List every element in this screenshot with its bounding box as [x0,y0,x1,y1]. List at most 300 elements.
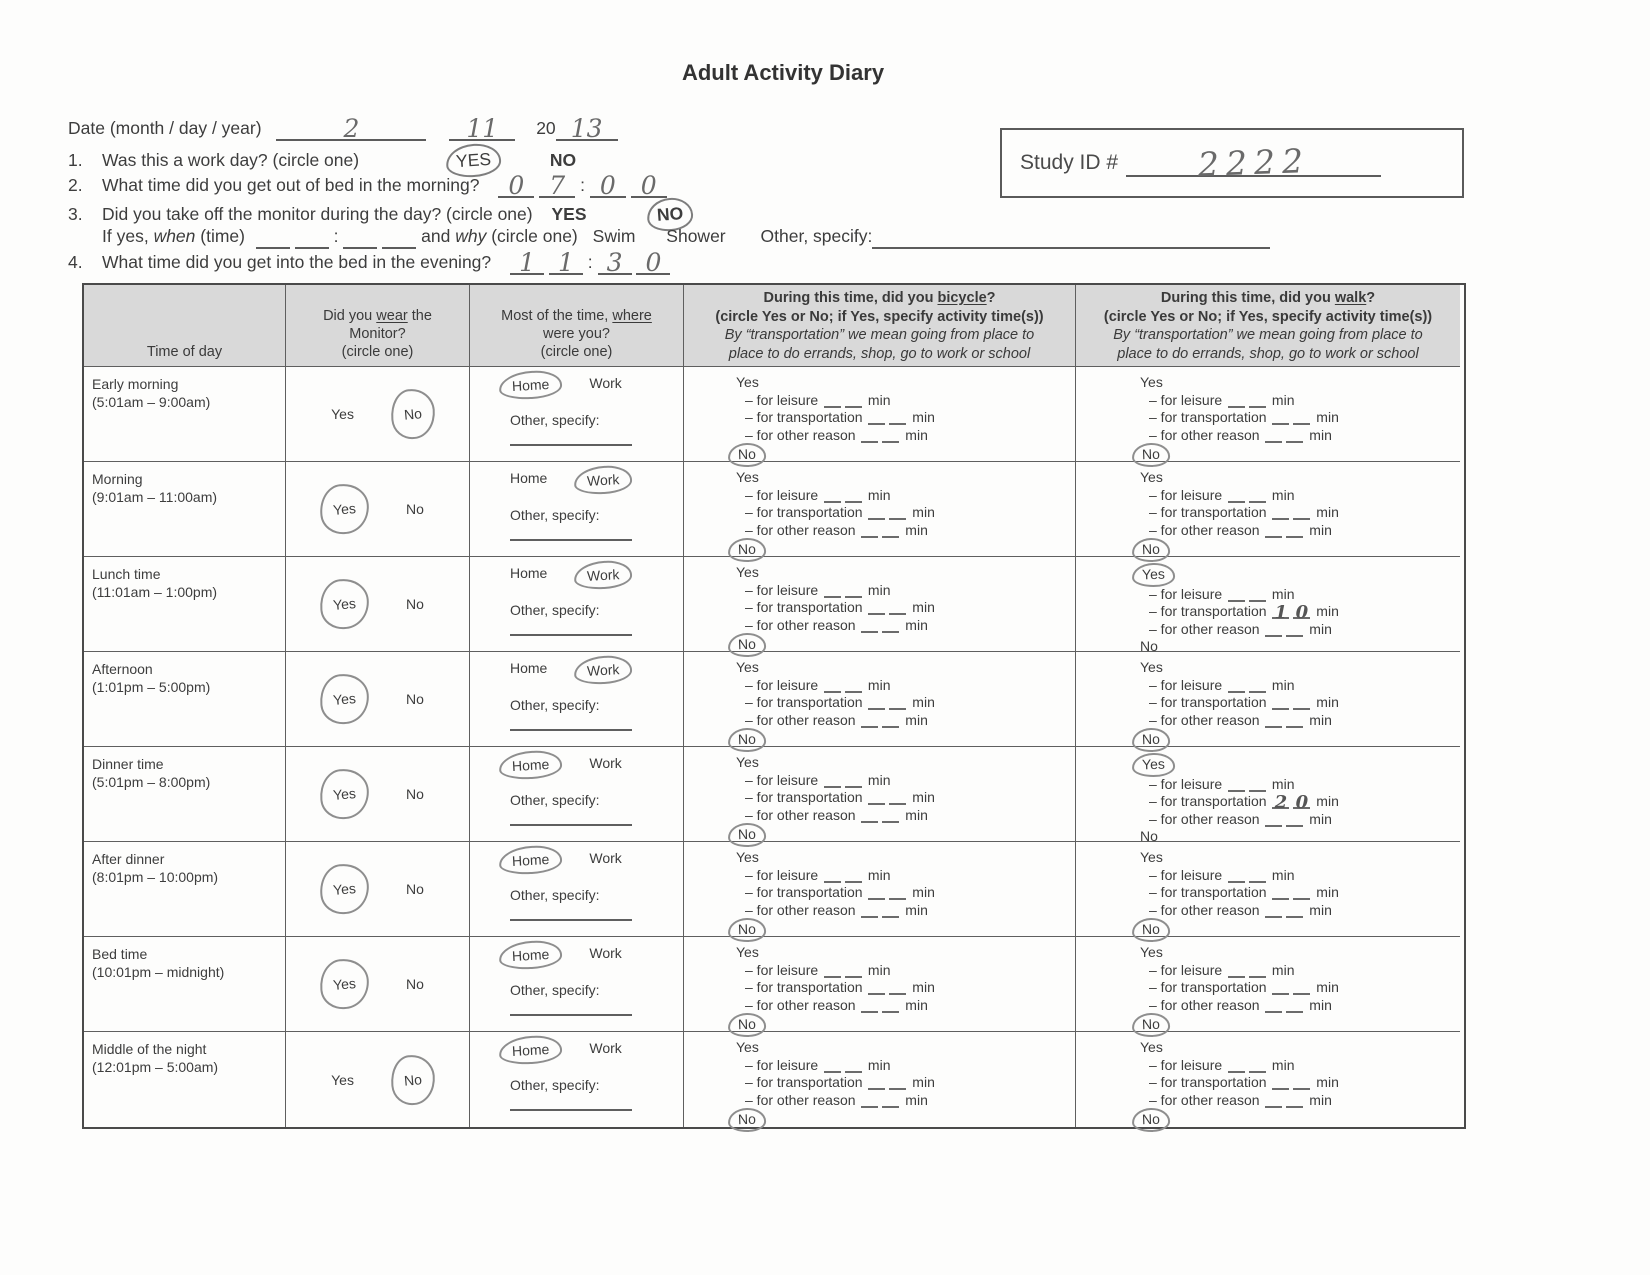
study-id-blank [1126,141,1381,184]
study-id-label: Study ID # [1020,151,1119,174]
where-options [510,850,683,870]
walk-transportation-blank-1 [1272,1077,1289,1090]
period-label: Bed time [92,946,148,962]
bicycle-other-reason-line: – for other reason min [745,996,928,1013]
monitor-cell [286,1032,470,1127]
where-option-work: Work [589,755,622,771]
walk-leisure-blank-1 [1228,490,1245,503]
time-of-day-cell [84,747,286,842]
bicycle-other-reason-line: – for other reason min [745,806,928,823]
walk-yes-label: Yes [1140,1039,1163,1055]
bicycle-yes-label: Yes [736,1039,759,1055]
monitor-cell [286,557,470,652]
date-month-blank [276,114,426,143]
other-specify-blank [510,634,632,636]
time-range-label: (5:01pm – 8:00pm) [92,774,211,790]
bicycle-leisure-blank-1 [824,1060,841,1073]
period-label: Afternoon [92,661,153,677]
other-specify-label: Other, specify: [510,792,600,808]
monitor-cell [286,367,470,462]
question-2 [68,171,667,200]
walk-other-reason-blank-1 [1265,624,1282,637]
walk-cell [1076,747,1460,842]
bicycle-leisure-blank-2 [845,965,862,978]
q3-and-label: and [421,226,451,246]
bicycle-other-reason-line: – for other reason min [745,616,928,633]
bicycle-transportation-blank-1 [868,982,885,995]
q2-hour1-blank [498,171,534,200]
walk-transportation-blank-2 [1293,887,1310,900]
monitor-option-yes: Yes [318,672,371,726]
bicycle-transportation-blank-1 [868,792,885,805]
q4-min2-blank [636,248,670,277]
bicycle-transportation-line: – for transportation min [745,1074,935,1090]
where-option-home: Home [498,844,563,875]
bicycle-transportation-line: – for transportation min [745,789,935,805]
bicycle-option-yes [736,944,1075,962]
walk-cell [1076,367,1460,462]
walk-leisure-blank-1 [1228,965,1245,978]
where-options [510,470,683,490]
q3-other-blank [872,226,1270,249]
walk-yes-label: Yes [1132,562,1176,587]
walk-no-label: No [1140,638,1158,654]
where-cell [470,557,684,652]
time-range-label: (5:01am – 9:00am) [92,394,211,410]
walk-transportation-blank-2 [1293,697,1310,710]
walk-leisure-line: – for leisure min [1149,676,1295,693]
date-day-blank [449,114,515,143]
bicycle-other-reason-line: – for other reason min [745,521,928,538]
q1-number: 1. [68,150,83,170]
walk-transportation-blank-1-value: 1 [1274,602,1288,623]
walk-other-reason-blank-2 [1286,525,1303,538]
period-label: Morning [92,471,143,487]
walk-other-reason-blank-1 [1265,430,1282,443]
bicycle-leisure-line: – for leisure min [745,771,891,788]
bicycle-cell [684,367,1076,462]
bicycle-transportation-blank-1 [868,602,885,615]
bicycle-leisure-blank-2 [845,585,862,598]
study-id-box [1000,128,1464,198]
q2-min2-value: 0 [640,171,657,200]
bicycle-no-label: No [728,1107,767,1132]
time-range-label: (10:01pm – midnight) [92,964,225,980]
bicycle-transportation-blank-1 [868,697,885,710]
walk-leisure-line: – for leisure min [1149,1056,1295,1073]
where-option-work: Work [589,945,622,961]
where-options [510,375,683,395]
q1-text: Was this a work day? (circle one) [102,150,360,170]
monitor-option-no: No [405,691,424,707]
date-year-value: 13 [570,114,603,143]
walk-no-label: No [1132,1012,1171,1037]
other-specify-label: Other, specify: [510,887,600,903]
time-of-day-header-label: Time of day [146,344,223,360]
bicycle-leisure-blank-2 [845,870,862,883]
question-3 [68,202,686,227]
bicycle-yes-label: Yes [736,754,759,770]
walk-transportation-blank-2 [1293,507,1310,520]
walk-leisure-blank-2 [1249,395,1266,408]
bicycle-cell [684,652,1076,747]
q3-option-no: NO [646,196,694,232]
walk-cell [1076,937,1460,1032]
q3-text: Did you take off the monitor during the day? (circle one) [102,204,533,224]
bicycle-leisure-line: – for leisure min [745,1056,891,1073]
where-options [510,945,683,965]
q2-text: What time did you get out of bed in the morning? [102,175,480,195]
bicycle-other-reason-blank-2 [882,1095,899,1108]
col-header-monitor: Did you wear the Monitor? (circle one) [286,285,470,367]
other-specify-blank [510,539,632,541]
walk-leisure-blank-2 [1249,680,1266,693]
walk-transportation-blank-2 [1293,982,1310,995]
where-option-home: Home [498,939,563,970]
question-4 [68,248,670,277]
bicycle-leisure-line: – for leisure min [745,391,891,408]
bicycle-leisure-blank-1 [824,870,841,883]
walk-leisure-blank-2 [1249,779,1266,792]
table-row [84,842,1464,937]
monitor-option-no: No [405,976,424,992]
walk-other-reason-line: – for other reason min [1149,521,1332,538]
walk-transportation-blank-2 [1293,792,1310,813]
bicycle-cell [684,747,1076,842]
bicycle-transportation-line: – for transportation min [745,409,935,425]
walk-other-reason-blank-1 [1265,525,1282,538]
activity-table [82,283,1466,1129]
where-option-work: Work [589,850,622,866]
walk-yes-label: Yes [1140,944,1163,960]
q2-hour2-blank [539,171,575,200]
monitor-option-yes: Yes [318,482,371,536]
where-option-home: Home [510,470,548,486]
time-range-label: (12:01pm – 5:00am) [92,1059,219,1075]
bicycle-leisure-blank-2 [845,395,862,408]
walk-other-reason-blank-2 [1286,1000,1303,1013]
q2-colon: : [580,175,585,195]
where-option-home: Home [498,1034,563,1065]
period-label: Dinner time [92,756,164,772]
q4-number: 4. [68,252,83,272]
bicycle-leisure-blank-2 [845,775,862,788]
bicycle-option-yes [736,469,1075,487]
col-header-where: Most of the time, where were you? (circle one) [470,285,684,367]
bicycle-transportation-line: – for transportation min [745,694,935,710]
bicycle-option-yes [736,849,1075,867]
walk-transportation-line: – for transportation 2 0 min [1149,792,1339,813]
q4-colon: : [587,252,593,272]
bicycle-leisure-line: – for leisure min [745,486,891,503]
walk-other-reason-blank-2 [1286,715,1303,728]
time-range-label: (9:01am – 11:00am) [92,489,218,505]
time-of-day-cell [84,367,286,462]
q2-min1-blank [590,171,626,200]
walk-cell [1076,462,1460,557]
bicycle-leisure-blank-2 [845,1060,862,1073]
other-specify-label: Other, specify: [510,697,600,713]
bicycle-other-reason-line: – for other reason min [745,1091,928,1108]
where-options [510,660,683,680]
bicycle-leisure-blank-1 [824,775,841,788]
monitor-cell [286,747,470,842]
bicycle-other-reason-blank-2 [882,620,899,633]
time-of-day-cell [84,1032,286,1127]
where-option-home: Home [510,565,548,581]
walk-option-yes [1140,1039,1460,1057]
monitor-option-no: No [389,1053,437,1107]
monitor-option-no: No [389,387,437,441]
bicycle-leisure-blank-1 [824,395,841,408]
question-1 [68,148,576,173]
walk-no-label: No [1132,442,1171,467]
walk-transportation-line: – for transportation min [1149,1074,1339,1090]
bicycle-option-yes [736,374,1075,392]
walk-leisure-blank-1 [1228,395,1245,408]
walk-transportation-blank-2 [1293,602,1310,623]
table-row [84,557,1464,652]
where-option-home: Home [498,369,563,400]
monitor-option-yes: Yes [318,577,371,631]
table-row [84,1032,1464,1127]
walk-transportation-blank-1 [1272,412,1289,425]
walk-yes-label: Yes [1140,469,1163,485]
bicycle-leisure-line: – for leisure min [745,581,891,598]
q4-min2-value: 0 [645,248,662,277]
bicycle-other-reason-line: – for other reason min [745,426,928,443]
where-option-work: Work [589,1040,622,1056]
walk-other-reason-line: – for other reason min [1149,810,1332,827]
walk-option-yes [1140,374,1460,392]
walk-other-reason-blank-1 [1265,905,1282,918]
walk-no-label: No [1132,537,1171,562]
q4-hour2-value: 1 [557,248,574,277]
time-of-day-cell [84,842,286,937]
date-month-value: 2 [343,114,360,143]
table-row [84,462,1464,557]
time-of-day-cell [84,937,286,1032]
walk-transportation-line: – for transportation min [1149,884,1339,900]
date-year-prefix: 20 [536,118,556,138]
walk-cell [1076,557,1460,652]
bicycle-transportation-blank-2 [889,602,906,615]
walk-no-label: No [1132,917,1171,942]
col-header-bicycle: During this time, did you bicycle? (circle Yes or No; if Yes, specify activity time(s)) By “transportation” we mean going from place to place to do errands, shop, go to work or school [684,285,1076,367]
bicycle-other-reason-blank-1 [861,905,878,918]
bicycle-leisure-line: – for leisure min [745,866,891,883]
q3-option-other: Other, specify: [760,226,873,246]
table-row [84,747,1464,842]
walk-leisure-line: – for leisure min [1149,866,1295,883]
walk-transportation-blank-1 [1272,697,1289,710]
q3-option-swim: Swim [592,226,636,246]
bicycle-no-label: No [728,442,767,467]
bicycle-no-label: No [728,727,767,752]
walk-other-reason-line: – for other reason min [1149,1091,1332,1108]
bicycle-transportation-blank-2 [889,507,906,520]
bicycle-transportation-line: – for transportation min [745,884,935,900]
bicycle-other-reason-blank-1 [861,715,878,728]
other-specify-blank [510,1109,632,1111]
form-title: Adult Activity Diary [681,60,885,85]
monitor-cell [286,462,470,557]
bicycle-transportation-blank-2 [889,1077,906,1090]
bicycle-other-reason-line: – for other reason min [745,711,928,728]
walk-leisure-line: – for leisure min [1149,961,1295,978]
where-cell [470,367,684,462]
walk-cell [1076,652,1460,747]
q4-min1-value: 3 [606,248,623,277]
table-row [84,937,1464,1032]
q2-number: 2. [68,175,83,195]
bicycle-transportation-blank-2 [889,412,906,425]
q4-hour1-blank [510,248,544,277]
table-row [84,367,1464,462]
monitor-option-yes: Yes [331,406,354,422]
walk-other-reason-blank-2 [1286,624,1303,637]
monitor-option-yes: Yes [318,862,371,916]
bicycle-yes-label: Yes [736,849,759,865]
table-row [84,652,1464,747]
bicycle-other-reason-blank-1 [861,525,878,538]
where-option-work: Work [574,654,634,685]
monitor-cell [286,937,470,1032]
bicycle-cell [684,1032,1076,1127]
q2-min2-blank [631,171,667,200]
q3-when-blank-2 [295,226,329,249]
bicycle-option-no [736,1109,1075,1131]
q3-circle-one-label: (circle one) [491,226,578,246]
walk-other-reason-blank-2 [1286,814,1303,827]
where-option-home: Home [498,749,563,780]
walk-leisure-line: – for leisure min [1149,486,1295,503]
walk-transportation-blank-2-value: 0 [1295,602,1309,623]
bicycle-other-reason-blank-2 [882,1000,899,1013]
walk-leisure-blank-1 [1228,870,1245,883]
walk-transportation-line: – for transportation min [1149,979,1339,995]
walk-yes-label: Yes [1132,752,1176,777]
walk-other-reason-blank-1 [1265,715,1282,728]
study-id-value: 2222 [1196,141,1311,184]
bicycle-no-label: No [728,537,767,562]
q4-text: What time did you get into the bed in the evening? [102,252,492,272]
where-option-home: Home [510,660,548,676]
bicycle-no-label: No [728,632,767,657]
other-specify-blank [510,919,632,921]
walk-other-reason-line: – for other reason min [1149,426,1332,443]
walk-cell [1076,1032,1460,1127]
walk-option-yes [1140,564,1460,586]
col-header-time-of-day [84,285,286,367]
question-3-followup [102,226,1270,249]
walk-other-reason-blank-2 [1286,905,1303,918]
where-cell [470,462,684,557]
monitor-option-no: No [405,881,424,897]
where-options [510,1040,683,1060]
q2-min1-value: 0 [599,171,616,200]
walk-option-yes [1140,469,1460,487]
walk-transportation-line: – for transportation min [1149,409,1339,425]
q1-option-no: NO [549,150,577,170]
where-cell [470,652,684,747]
walk-leisure-blank-2 [1249,870,1266,883]
bicycle-option-yes [736,754,1075,772]
bicycle-transportation-line: – for transportation min [745,599,935,615]
other-specify-label: Other, specify: [510,1077,600,1093]
walk-option-yes [1140,659,1460,677]
bicycle-option-yes [736,659,1075,677]
bicycle-cell [684,462,1076,557]
monitor-cell [286,652,470,747]
q3-option-shower: Shower [666,226,726,246]
monitor-cell [286,842,470,937]
bicycle-other-reason-blank-2 [882,905,899,918]
walk-transportation-line: – for transportation 1 0 min [1149,602,1339,623]
walk-transportation-line: – for transportation min [1149,694,1339,710]
bicycle-no-label: No [728,1012,767,1037]
date-day-value: 11 [466,114,499,143]
bicycle-other-reason-blank-2 [882,525,899,538]
walk-transportation-blank-1 [1272,887,1289,900]
monitor-option-no: No [405,501,424,517]
walk-other-reason-line: – for other reason min [1149,620,1332,637]
walk-leisure-blank-1 [1228,779,1245,792]
walk-cell [1076,842,1460,937]
time-range-label: (11:01am – 1:00pm) [92,584,218,600]
time-range-label: (1:01pm – 5:00pm) [92,679,211,695]
where-option-work: Work [574,464,634,495]
q3-when-blank-1 [256,226,290,249]
walk-leisure-blank-2 [1249,589,1266,602]
period-label: Lunch time [92,566,161,582]
where-cell [470,842,684,937]
where-options [510,755,683,775]
walk-leisure-blank-1 [1228,589,1245,602]
where-option-work: Work [589,375,622,391]
bicycle-leisure-blank-1 [824,490,841,503]
period-label: Early morning [92,376,179,392]
q4-hour1-value: 1 [519,248,535,277]
monitor-option-no: No [405,786,424,802]
walk-leisure-blank-1 [1228,1060,1245,1073]
bicycle-transportation-blank-2 [889,982,906,995]
bicycle-transportation-blank-1 [868,412,885,425]
bicycle-leisure-blank-1 [824,585,841,598]
walk-other-reason-blank-2 [1286,1095,1303,1108]
walk-other-reason-blank-1 [1265,1095,1282,1108]
table-body [84,367,1464,1127]
bicycle-option-yes [736,1039,1075,1057]
walk-leisure-line: – for leisure min [1149,391,1295,408]
bicycle-other-reason-blank-1 [861,810,878,823]
q3-when-colon: : [333,226,339,246]
bicycle-other-reason-blank-2 [882,715,899,728]
walk-option-yes [1140,944,1460,962]
bicycle-yes-label: Yes [736,564,759,580]
bicycle-transportation-line: – for transportation min [745,504,935,520]
walk-no-label: No [1132,727,1171,752]
bicycle-leisure-line: – for leisure min [745,676,891,693]
bicycle-transportation-blank-1 [868,887,885,900]
monitor-option-yes: Yes [331,1071,354,1088]
bicycle-yes-label: Yes [736,469,759,485]
bicycle-leisure-blank-1 [824,680,841,693]
where-option-work: Work [574,559,634,590]
bicycle-transportation-blank-1 [868,1077,885,1090]
bicycle-other-reason-blank-2 [882,430,899,443]
bicycle-yes-label: Yes [736,944,759,960]
